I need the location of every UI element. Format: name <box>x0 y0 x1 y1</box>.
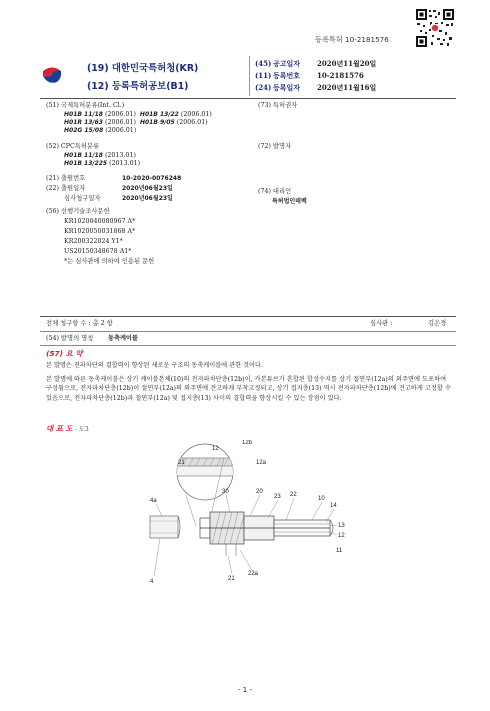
svg-text:4a: 4a <box>150 498 157 504</box>
abstract-paragraph-1: 본 발명은 전파차단의 결합력이 향상된 새로운 구조의 동축케이블에 관한 것이다. <box>46 362 263 369</box>
claims-rule-top <box>40 316 456 317</box>
abstract-heading: (57) 요 약 <box>46 349 83 358</box>
application-date-label: (22) 출원일자 <box>46 185 86 192</box>
country-office: (19) 대한민국특허청(KR) <box>87 63 199 74</box>
claims-rule-bottom <box>40 331 456 332</box>
cpc-list <box>64 152 140 168</box>
patentee-label: (73) 특허권자 <box>258 102 298 109</box>
svg-text:22a: 22a <box>248 571 259 577</box>
svg-text:14: 14 <box>330 503 337 509</box>
prior-art-item: KR1020050031868 A* <box>64 228 136 235</box>
svg-text:10: 10 <box>318 496 325 502</box>
svg-text:20: 20 <box>256 489 263 495</box>
title-rule <box>40 345 456 346</box>
cpc-row: H01B 11/18 (2013.01) <box>64 152 136 159</box>
svg-text:22: 22 <box>290 492 297 498</box>
examiner-label: 심사관 : <box>370 320 393 327</box>
ipc-list <box>64 111 254 135</box>
header-divider <box>249 56 250 96</box>
exam-date-label: 심사청구일자 <box>64 195 101 202</box>
representative-figure: 대 표 도 - 도3 <box>46 424 89 433</box>
header-rule <box>40 98 456 99</box>
svg-text:21: 21 <box>228 576 235 582</box>
ipc-row: H01B 11/18 (2006.01) H01B 13/22 (2006.01) <box>64 111 212 118</box>
cpc-label: (52) CPC특허분류 <box>46 143 100 150</box>
doc-type: (12) 등록특허공보(B1) <box>87 81 189 92</box>
ipc-row: H02G 15/08 (2006.01) <box>64 127 137 134</box>
svg-text:23: 23 <box>274 494 281 500</box>
examiner-name: 김은경 <box>428 320 447 327</box>
exam-date: 2020년06월23일 <box>122 195 173 202</box>
prior-art-note: *는 심사관에 의하여 인용된 문헌 <box>64 258 155 265</box>
prior-art-label: (56) 선행기술조사문헌 <box>46 208 110 215</box>
qr-code <box>415 8 455 48</box>
ipc-label: (51) 국제특허분류(Int. Cl.) <box>46 102 125 109</box>
agent-name: 특허법인태백 <box>272 198 307 205</box>
ipc-row: H01R 13/63 (2006.01) H01B 9/05 (2006.01) <box>64 119 208 126</box>
total-claims: 전체 청구항 수 : 총 2 항 <box>46 320 113 327</box>
invention-title-label: (54) 발명의 명칭 <box>46 335 94 342</box>
svg-text:4: 4 <box>150 579 154 585</box>
representative-drawing <box>140 440 360 590</box>
prior-art-item: KR1020040080967 A* <box>64 218 136 225</box>
prior-art-item: US20150348678 A1* <box>64 248 132 255</box>
application-date: 2020년06월23일 <box>122 185 173 192</box>
inventor-label: (72) 발명자 <box>258 143 292 150</box>
document-number: 등록특허 10-2181576 <box>315 35 389 44</box>
kipo-emblem-icon <box>40 62 64 86</box>
prior-art-list <box>64 218 154 268</box>
abstract-paragraph-2: 본 발명에 따른 동축케이블은 상기 케이블본체(10)의 전자파차단층(12b)이, 카본튜브가 혼합된 합성수지를 상기 절연부(12a)의 외주면에 도포하여 구성됨으로, 전자파차단층(12b)이 절연부(12a)의 외주면에 견고하게 부착고정되고, 상기 접지층(13) 역시 전자파차단층(12b)에 견고하게 고정할 수 있음으로, 전자파차단층(12b)과 절연부(12a) 및 접지층(13) 사이의 결합력을 향상시킬 수 있는 장점이 있다. <box>46 376 452 402</box>
svg-text:12b: 12b <box>242 440 253 446</box>
svg-text:11: 11 <box>336 548 343 554</box>
svg-text:12: 12 <box>212 446 219 452</box>
page-number: - 1 - <box>238 686 252 694</box>
svg-text:21: 21 <box>178 460 185 466</box>
svg-text:12a: 12a <box>256 460 267 466</box>
agent-label: (74) 대리인 <box>258 188 292 195</box>
application-number-label: (21) 출원번호 <box>46 175 86 182</box>
svg-text:12: 12 <box>338 533 345 539</box>
prior-art-item: KR200322024 Y1* <box>64 238 123 245</box>
invention-title: 동축케이블 <box>108 335 138 342</box>
svg-text:30: 30 <box>222 489 229 495</box>
svg-text:13: 13 <box>338 523 345 529</box>
cpc-row: H01B 13/225 (2013.01) <box>64 160 141 167</box>
application-number: 10-2020-0076248 <box>122 175 182 182</box>
